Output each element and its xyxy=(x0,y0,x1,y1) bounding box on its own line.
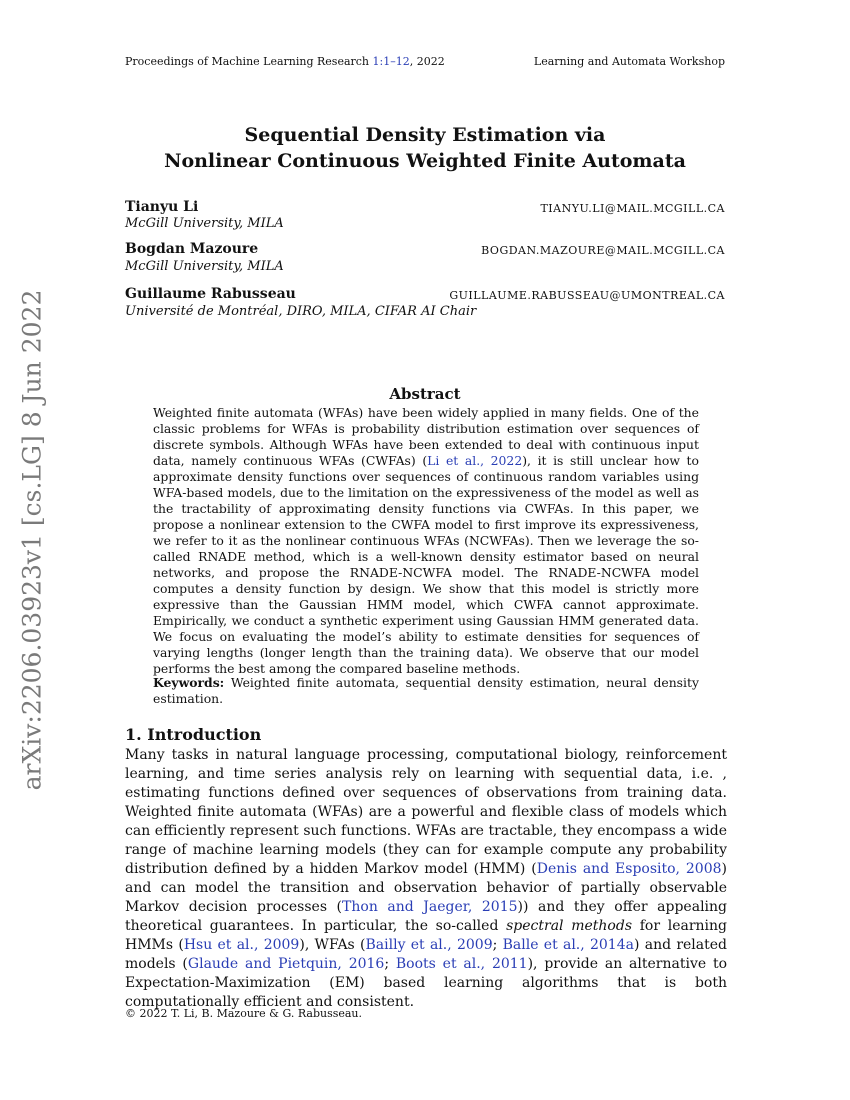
author-email-1: TIANYU.LI@MAIL.MCGILL.CA xyxy=(540,202,725,215)
section-heading: 1. Introduction xyxy=(125,725,262,744)
author-email-2: BOGDAN.MAZOURE@MAIL.MCGILL.CA xyxy=(481,244,725,257)
citation-link[interactable]: Bailly et al., 2009 xyxy=(365,937,493,953)
author-affiliation-1: McGill University, MILA xyxy=(125,216,284,231)
abstract-body xyxy=(153,405,699,677)
copyright-notice: © 2022 T. Li, B. Mazoure & G. Rabusseau. xyxy=(125,1007,363,1020)
intro-text: Many tasks in natural language processing, computational biology, reinforcement learning, and time series analysis rely on learning with sequential data, i.e. , estimating functions defined over sequences of observations from training data. Weighted finite automata (WFAs) are a powerful and flexible class of models which can efficiently represent such functions. WFAs are tractable, they encompass a wide range of machine learning models (they can for example compute any probability distribution defined by a hidden Markov model (HMM) ( xyxy=(125,747,727,877)
running-header-right: Learning and Automata Workshop xyxy=(533,55,725,68)
intro-text: )) and they offer appealing theoretical guarantees. In particular, the so-called xyxy=(125,899,728,934)
author-email-3: GUILLAUME.RABUSSEAU@UMONTREAL.CA xyxy=(449,289,725,302)
title-line-1: Sequential Density Estimation via xyxy=(244,124,606,146)
intro-text: ), provide an alternative to Expectation-Maximization (EM) based learning algorithms that is both computationally efficient and consistent. xyxy=(125,956,728,1010)
arxiv-id: arXiv:2206.03923v1 [cs.LG] 8 Jun 2022 xyxy=(17,289,47,791)
pages-link[interactable]: 1:1–12 xyxy=(372,55,410,68)
running-header-left xyxy=(125,55,445,68)
intro-text: ), WFAs ( xyxy=(299,937,366,953)
citation-link[interactable]: Glaude and Pietquin, 2016 xyxy=(187,956,385,972)
keywords-text: Weighted finite automata, sequential density estimation, neural density estimation. xyxy=(153,675,699,706)
intro-text: ) and related models ( xyxy=(125,937,728,972)
abstract-text-1: Weighted finite automata (WFAs) have been widely applied in many fields. One of the classic problems for WFAs is probability distribution estimation over sequences of discrete symbols. Although WFAs have been extended to deal with continuous input data, namely continuous WFAs (CWFAs) ( xyxy=(153,405,699,468)
citation-link[interactable]: Thon and Jaeger, 2015 xyxy=(342,899,518,915)
author-affiliation-2: McGill University, MILA xyxy=(125,259,284,274)
author-name-2: Bogdan Mazoure xyxy=(125,241,259,257)
intro-paragraph xyxy=(125,746,727,1012)
keywords-label: Keywords: xyxy=(153,675,225,690)
citation-link[interactable]: Denis and Esposito, 2008 xyxy=(536,861,722,877)
venue-text: Proceedings of Machine Learning Research xyxy=(125,55,373,68)
citation-link[interactable]: Balle et al., 2014a xyxy=(502,937,634,953)
citation-link[interactable]: Hsu et al., 2009 xyxy=(183,937,300,953)
emphasis-text: spectral methods xyxy=(506,918,633,934)
citation-link[interactable]: Li et al., 2022 xyxy=(427,453,523,468)
intro-text: ) and can model the transition and observation behavior of partially observable Markov decision processes ( xyxy=(125,861,727,915)
intro-text: ; xyxy=(492,937,503,953)
abstract-text-2: ), it is still unclear how to approximate density functions over sequences of continuous random variables using WFA-based models, due to the limitation on the expressiveness of the model as well as the tractability of approximating density functions via CWFAs. In this paper, we propose a nonlinear extension to the CWFA model to first improve its expressiveness, we refer to it as the nonlinear continuous WFAs (NCWFAs). Then we leverage the so-called RNADE method, which is a well-known density estimator based on neural networks, and propose the RNADE-NCWFA model. The RNADE-NCWFA model computes a density function by design. We show that this model is strictly more expressive than the Gaussian HMM model, which CWFA cannot approximate. Empirically, we conduct a synthetic experiment using Gaussian HMM generated data. We focus on evaluating the model’s ability to estimate densities for sequences of varying lengths (longer length than the training data). We observe that our model performs the best among the compared baseline methods. xyxy=(153,453,699,676)
author-affiliation-3: Université de Montréal, DIRO, MILA, CIFAR AI Chair xyxy=(125,304,477,319)
year-text: , 2022 xyxy=(409,55,445,68)
paper-title xyxy=(0,122,850,174)
title-line-2: Nonlinear Continuous Weighted Finite Automata xyxy=(164,150,686,172)
citation-link[interactable]: Boots et al., 2011 xyxy=(395,956,528,972)
keywords xyxy=(153,675,699,707)
author-name-3: Guillaume Rabusseau xyxy=(125,286,296,302)
intro-text: ; xyxy=(384,956,396,972)
arxiv-stamp xyxy=(2,289,62,791)
author-name-1: Tianyu Li xyxy=(125,199,199,215)
intro-text: for learning HMMs ( xyxy=(125,918,727,953)
abstract-heading: Abstract xyxy=(389,385,461,403)
